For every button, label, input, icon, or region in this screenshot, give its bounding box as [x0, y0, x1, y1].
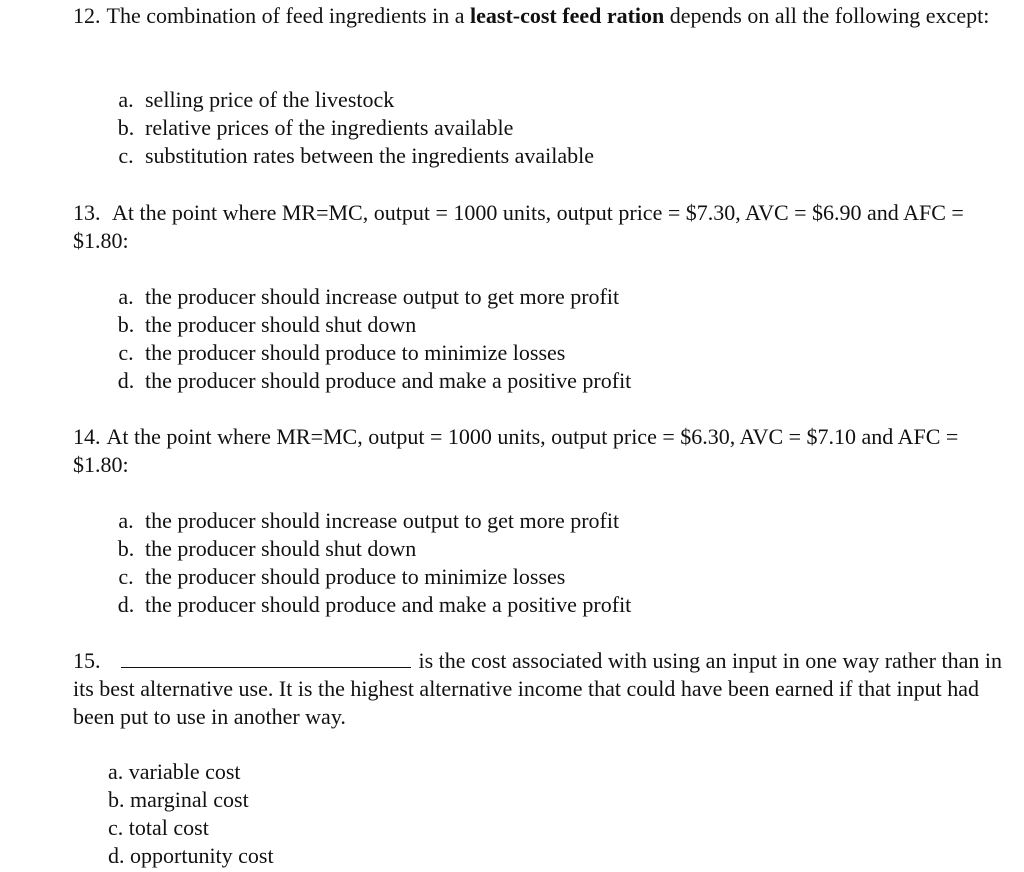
- option-text: the producer should produce and make a positive profit: [145, 368, 632, 393]
- answer-option: [107, 507, 973, 535]
- option-letter: c.: [118, 340, 134, 365]
- answer-option: c. total cost: [108, 815, 209, 840]
- option-letter: c.: [118, 143, 134, 168]
- option-letter: d.: [117, 592, 135, 617]
- option-letter: a.: [118, 284, 134, 309]
- answer-option: a. variable cost: [108, 759, 241, 784]
- question-13-text: [73, 199, 1013, 255]
- answer-option: [107, 283, 973, 311]
- answer-option: d. opportunity cost: [108, 843, 274, 868]
- answer-option: [107, 591, 973, 619]
- question-number: 12.: [73, 3, 101, 28]
- option-letter: a.: [118, 87, 134, 112]
- option-text: the producer should shut down: [145, 312, 417, 337]
- question-text-part: depends on all the following except:: [669, 3, 990, 28]
- option-letter: a.: [118, 508, 134, 533]
- question-text-part: is the cost associated with using an input in one way rather than in its best alternative use. It is the highest alternative income that could have been earned if that input had been put to use in another way.: [73, 648, 1002, 729]
- answer-options: [73, 507, 973, 619]
- option-letter: b.: [117, 115, 135, 140]
- answer-option: [107, 367, 973, 395]
- answer-option: [107, 339, 973, 367]
- question-number: 14.: [73, 424, 101, 449]
- question-number: 13.: [73, 200, 101, 225]
- answer-option: [107, 311, 973, 339]
- question-12-text: [73, 2, 989, 30]
- answer-options: [73, 758, 973, 870]
- answer-option: [107, 142, 973, 170]
- question-text-part: At the point where MR=MC, output = 1000 units, output price = $7.30, AVC = $6.90 and AFC = $1.80:: [73, 200, 964, 253]
- answer-options: [73, 86, 973, 170]
- answer-options: [73, 283, 973, 395]
- question-14: [73, 423, 1013, 617]
- option-letter: b.: [117, 312, 135, 337]
- answer-option: [107, 563, 973, 591]
- question-number: 15.: [73, 648, 101, 673]
- question-15: [73, 647, 1013, 868]
- question-14-text: [73, 423, 1013, 479]
- option-text: relative prices of the ingredients available: [145, 115, 514, 140]
- option-text: the producer should shut down: [145, 536, 417, 561]
- question-bold-term: least-cost feed ration: [470, 3, 665, 28]
- option-text: the producer should produce to minimize losses: [145, 340, 566, 365]
- answer-option: [107, 535, 973, 563]
- option-text: substitution rates between the ingredients available: [145, 143, 595, 168]
- option-letter: c.: [118, 564, 134, 589]
- option-text: the producer should increase output to get more profit: [145, 284, 620, 309]
- answer-option: b. marginal cost: [108, 787, 249, 812]
- question-13: [73, 199, 1013, 393]
- answer-option: [107, 86, 973, 114]
- option-letter: b.: [117, 536, 135, 561]
- question-text-part: At the point where MR=MC, output = 1000 units, output price = $6.30, AVC = $7.10 and AFC = $1.80:: [73, 424, 959, 477]
- answer-option: [107, 114, 973, 142]
- option-letter: d.: [117, 368, 135, 393]
- option-text: the producer should increase output to get more profit: [145, 508, 620, 533]
- question-15-text: [73, 647, 1013, 731]
- option-text: the producer should produce to minimize losses: [145, 564, 566, 589]
- fill-in-blank-line: [121, 647, 411, 668]
- question-12: [73, 2, 990, 168]
- option-text: selling price of the livestock: [145, 87, 395, 112]
- question-text-part: The combination of feed ingredients in a: [106, 3, 465, 28]
- option-text: the producer should produce and make a positive profit: [145, 592, 632, 617]
